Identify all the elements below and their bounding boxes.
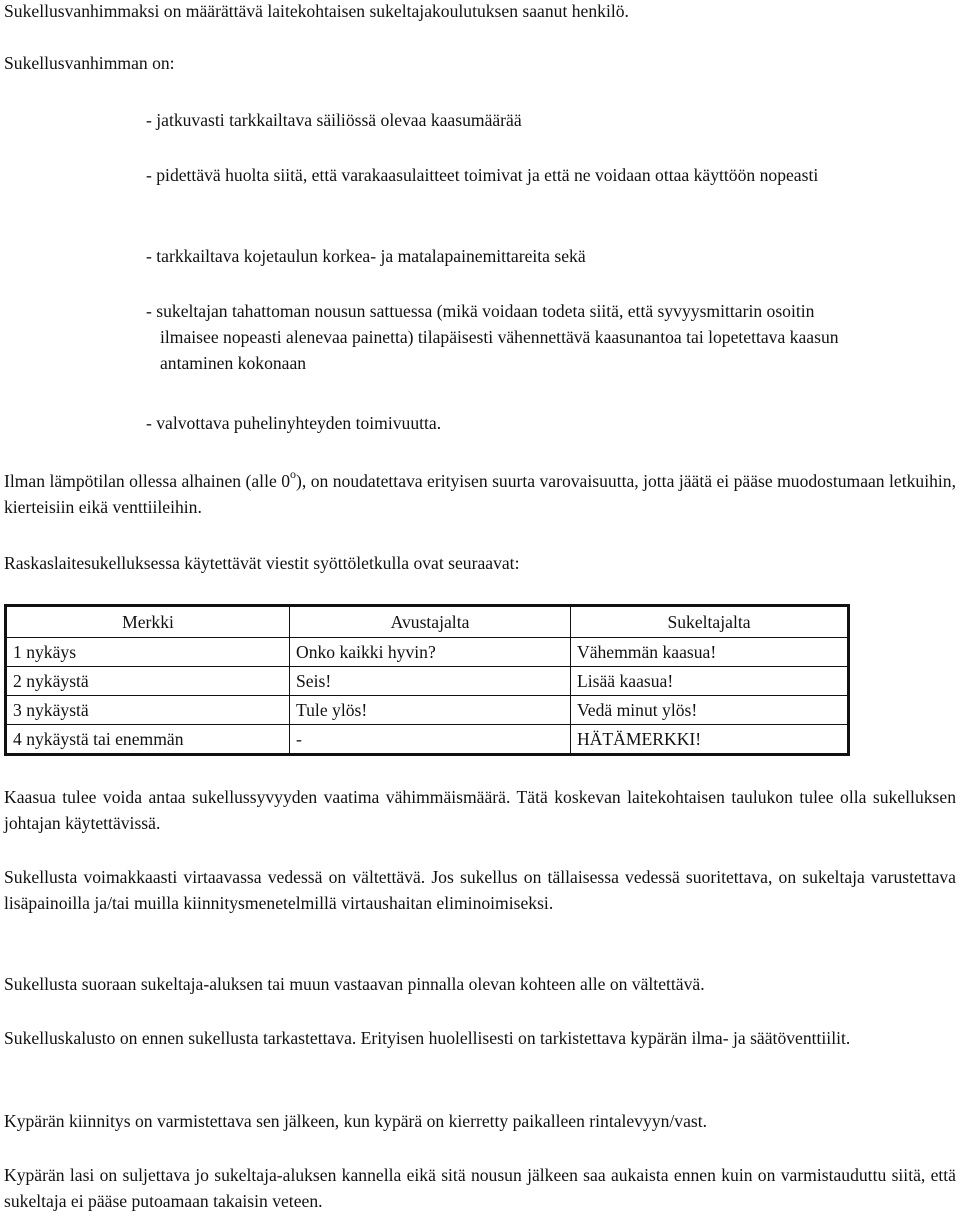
table-row <box>6 725 849 755</box>
paragraph-supervisor-requirement: Sukellusvanhimmaksi on määrättävä laitekohtaisen sukeltajakoulutuksen saanut henkilö. <box>4 1 629 21</box>
duty-item: - jatkuvasti tarkkailtava säiliössä olevaa kaasumäärää <box>146 110 522 130</box>
cell-assistant: Onko kaikki hyvin? <box>290 638 571 667</box>
paragraph-current: Sukellusta voimakkaasti virtaavassa vedessä on vältettävä. Jos sukellus on tällaisessa vedessä suoritettava, on sukeltaja varustettava lisäpainoilla ja/tai muilla kiinnitysmenetelmillä virtaushaitan eliminoimiseksi. <box>4 867 956 913</box>
cell-signal: 4 nykäystä tai enemmän <box>6 725 290 755</box>
paragraph-helmet-fastening: Kypärän kiinnitys on varmistettava sen jälkeen, kun kypärä on kierretty paikalleen rintalevyyn/vast. <box>4 1111 708 1131</box>
cell-diver: Vedä minut ylös! <box>571 696 849 725</box>
paragraph-signals-intro: Raskaslaitesukelluksessa käytettävät viestit syöttöletkulla ovat seuraavat: <box>4 553 520 573</box>
header-from-assistant: Avustajalta <box>290 606 571 638</box>
cold-text-before: Ilman lämpötilan ollessa alhainen (alle 0 <box>4 471 290 491</box>
paragraph-gas-amount: Kaasua tulee voida antaa sukellussyvyyden vaatima vähimmäismäärä. Tätä koskevan laitekohtaisen taulukon tulee olla sukelluksen johtajan käytettävissä. <box>4 787 956 833</box>
cell-signal: 3 nykäystä <box>6 696 290 725</box>
paragraph-under-vessel: Sukellusta suoraan sukeltaja-aluksen tai muun vastaavan pinnalla olevan kohteen alle on vältettävä. <box>4 974 705 994</box>
cell-diver: Lisää kaasua! <box>571 667 849 696</box>
duty-item: - pidettävä huolta siitä, että varakaasulaitteet toimivat ja että ne voidaan ottaa käyttöön nopeasti <box>146 165 819 185</box>
cold-text-after: ), on noudatettava erityisen suurta varovaisuutta, jotta jäätä ei pääse muodostumaan letkuihin, kierteisiin eikä venttiileihin. <box>4 471 956 517</box>
duty-item: - valvottava puhelinyhteyden toimivuutta. <box>146 413 442 433</box>
header-from-diver: Sukeltajalta <box>571 606 849 638</box>
degree-superscript: o <box>290 467 296 482</box>
paragraph-helmet-glass: Kypärän lasi on suljettava jo sukeltaja-aluksen kannella eikä sitä nousun jälkeen saa aukaista ennen kuin on varmistauduttu siitä, että sukeltaja ei pääse putoamaan takaisin veteen. <box>4 1165 956 1211</box>
paragraph-cold-weather <box>4 468 956 520</box>
paragraph-equipment-check: Sukelluskalusto on ennen sukellusta tarkastettava. Erityisen huolellisesti on tarkistettava kypärän ilma- ja säätöventtiilit. <box>4 1028 851 1048</box>
paragraph-supervisor-duties-intro: Sukellusvanhimman on: <box>4 53 175 73</box>
cell-signal: 2 nykäystä <box>6 667 290 696</box>
duty-item: - tarkkailtava kojetaulun korkea- ja matalapainemittareita sekä <box>146 246 586 266</box>
header-signal: Merkki <box>6 606 290 638</box>
table-row <box>6 696 849 725</box>
table-row <box>6 667 849 696</box>
duty-item: - sukeltajan tahattoman nousun sattuessa (mikä voidaan todeta siitä, että syvyysmittarin osoitin ilmaisee nopeasti alenevaa painetta) tilapäisesti vähennettävä kaasunantoa tai lopetettava kaasun antaminen kokonaan <box>146 301 839 373</box>
signals-table <box>4 604 850 756</box>
table-row <box>6 638 849 667</box>
cell-diver: HÄTÄMERKKI! <box>571 725 849 755</box>
cell-assistant: Tule ylös! <box>290 696 571 725</box>
cell-assistant: Seis! <box>290 667 571 696</box>
cell-diver: Vähemmän kaasua! <box>571 638 849 667</box>
cell-assistant: - <box>290 725 571 755</box>
table-header-row <box>6 606 849 638</box>
cell-signal: 1 nykäys <box>6 638 290 667</box>
